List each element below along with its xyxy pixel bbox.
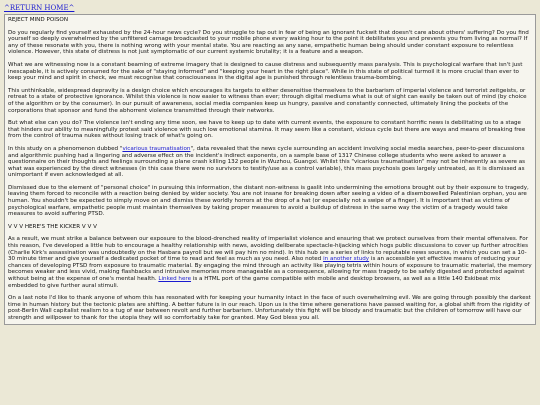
linked-here-link[interactable]: Linked here xyxy=(158,276,192,282)
paragraph-hub xyxy=(8,236,532,289)
article-title: REJECT MIND POISON xyxy=(8,17,69,23)
paragraph-depravity: This unthinkable, widespread depravity is a design choice which encourages its targets to either desensitise themselves to the barbarism of imperial violence and terrorist zeitgeists, or retreat to a state of protective ignorance. Whilst this violence is now easier to witness than ever; through digital mediums what is out of sight can easily be taken out of mind (by choice of the algorithm or by the consumer). In our pursuit of awareness, social media companies keep us hungry, passive and constantly connected, ultimately lining the pockets of the corporations that sponsor and fund the abhorrent violence transmitted through their networks. xyxy=(8,87,527,114)
study-text-before: In this study on a phenomenon dubbed " xyxy=(8,145,123,152)
hub-text-mid: is an accessible yet effective means of reducing your chances of developing PTSD from exposure to traumatic material. By engaging the mind through an activity like playing tetris within hours of exposure to traumatic material, the memory becomes weaker and less vivid, making flashbacks and intrusive memories more manageable as a consequence, allowing for mass tragedy to be safely digested and protected against without being at the expense of one's mental health. xyxy=(8,256,532,282)
article-box xyxy=(4,14,536,325)
paragraph-intro: Do you regularly find yourself exhausted by the 24-hour news cycle? Do you struggle to tap out in fear of being an ignorant fuckwit that doesn't care about others' suffering? Do you find yourself so deeply overwhelmed by the unfiltered carnage broadcasted to your mobile phone every waking hour to the point it debilitates you and prevents you from living as normal? If any of these resonate with you, there is nothing wrong with your mental state. You are reacting as any sane, empathetic human being should under constant exposure to relentless violence. However, this state of distress is not just symptomatic of our current systemic brutality; it is a feature and a weapon. xyxy=(8,29,529,56)
hub-text-after: is a HTML port of the game compatible with mobile and desktop browsers, as well as a little 140 Eskibeat mix embedded to give further aural stimuli. xyxy=(8,276,501,289)
another-study-link[interactable]: in another study xyxy=(323,256,370,263)
paragraph-dismissed: Dismissed due to the element of "personal choice" in pursuing this information, the distant non-witness is gaslit into undermining the emotions brought out by their exposure to tragedy, leaving them forced to reconcile with a reaction being denied by wider society. You are not insane for breaking down after seeing a video of a disembowelled Palestinian orphan, you are human. You shouldn't be expected to simply move on and dismiss these worldly horrors at the drop of a hat (or especially not a swipe of a finger). It is important that as victims of psychological warfare, empathetic people must maintain themselves by taking proper measures to avoid a buildup of distress in the same way the victim of a tragedy would take measures to avoid suffering PTSD. xyxy=(8,184,529,218)
vicarious-traumatisation-link[interactable]: vicarious traumatisation xyxy=(122,145,191,152)
study-text-after: ", data revealed that the news cycle surrounding an accident involving social media searches, peer-to-peer discussions and algorithmic pushing had a lingering and adverse effect on the incident's indirect exponents, on a sample base of 1317 Chinese college students who were asked to answer a questionnaire on their thoughts and feelings surrounding a plane crash killing 132 people in Wuzhou, Guangxi. Whilst this "vicarious traumatisation" may not be inherently as severe as what was experienced by the direct witnesses (in this case there were no survivors to testify/use as a control variable), this mass psychosis goes largely untreated, as it is dismissed as unimportant if even acknowledged at all. xyxy=(8,145,526,179)
paragraph-what-else: But what else can you do? The violence isn't ending any time soon, we have to keep up to date with current events, the exposure to constant horrific news is debilitating us to a stage that hinders our ability to meaningfully protest said violence with such low emotional stamina. It may seem like a constant, vicious cycle but there are ways and means of breaking free from the control of trauma nukes without losing track of what's going on. xyxy=(8,120,526,140)
paragraph-closing: On a last note I'd like to thank anyone of whom this has resonated with for keeping your humanity intact in the face of such overwhelming evil. We are going through possibly the darkest time in human history but the tectonic plates are shifting. A better future is in our reach. Upon us is the time where generations have passed waiting for, a global shift from the rigidity of post-Berlin Wall capitalist realism to a tug of war between revolt and further barbarism. Unfortunately this fight will be bloody and traumatic but the children of tomorrow will have our strength and willpower to thank for the utopia they will so comfortably take for granted. May God bless you all. xyxy=(8,295,531,321)
paragraph-psychological-warfare: What we are witnessing now is a constant beaming of extreme imagery that is designed to cause distress and subsequently mass paralysis. This is psychological warfare that isn't just inescapable, it is actively consumed for the sake of "staying informed" and "keeping your heart in the right place". While in this state of political turmoil it is more crucial than ever to keep your mind and spirit in check, we must recognise that consciousness in the digital age is punished through relentless trauma-bombing. xyxy=(8,61,523,82)
hub-text-before: As a result, we must strike a balance between our exposure to the blood-drenched reality of imperialist violence and ensuring that we protect ourselves from their mental offensives. For this reason, I've developed a little hub to encourage a healthy relationship with news, avoiding deliberate spectacle-hijacking which hogs public discussions to cover up further atrocities (Charlie Kirk's assassination was undoubtedly on the Hasbara payroll but we will pay him no mind). In this hub are a series of links to reputable news sources, in which you can set a 10-30 minute timer and give yourself a dedicated pocket of time to read and feel as much as you need. Also noted xyxy=(8,236,529,263)
paragraph-study xyxy=(8,146,532,179)
return-home-link[interactable]: ^RETURN HOME^ xyxy=(4,4,75,12)
kicker-heading: V V V HERE'S THE KICKER V V V xyxy=(8,223,97,230)
